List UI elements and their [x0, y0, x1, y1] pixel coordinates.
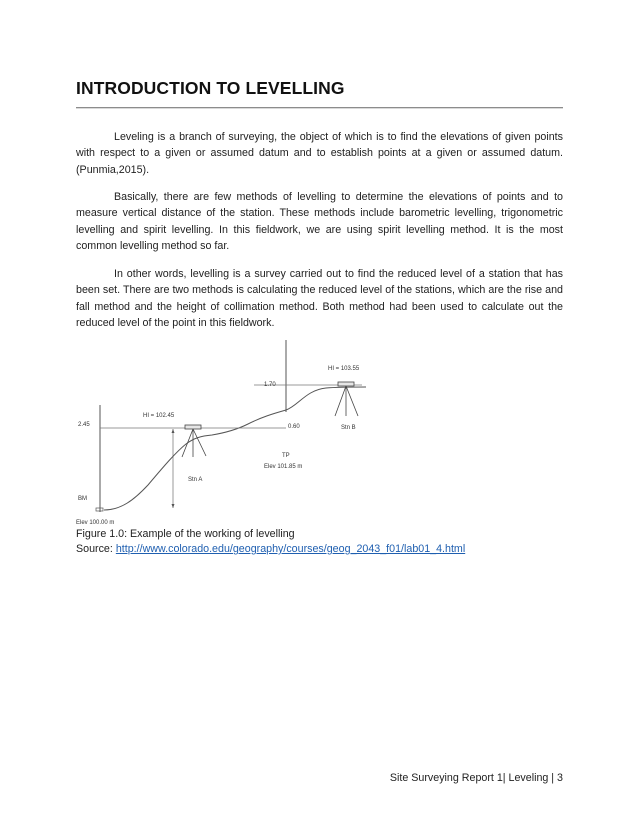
figure-caption-block — [76, 527, 465, 557]
source-link[interactable]: http://www.colorado.edu/geography/courses/geog_2043_f01/lab01_4.html — [115, 543, 466, 555]
instrument-a-level — [185, 425, 201, 429]
paragraph-methods: Basically, there are few methods of levelling to determine the elevations of points and to measure vertical distance of the station. These methods include barometric levelling, trigonometric levelling and spirit levelling. In this fieldwork, we are using spirit levelling method. It is the most common levelling method so far. — [76, 191, 563, 252]
instrument-b-level — [338, 382, 354, 386]
paragraph-definition: Leveling is a branch of surveying, the object of which is to find the elevations of given points with respect to a given or assumed datum and to establish points at a given or assumed datum. (Punmia,2015). — [76, 131, 563, 176]
levelling-figure — [76, 340, 396, 530]
source-label: Source: — [76, 543, 113, 555]
ground-profile — [104, 387, 366, 510]
label-tp-foresight: 0.60 — [288, 424, 300, 430]
label-tp: TP — [282, 453, 290, 459]
page-title: INTRODUCTION TO LEVELLING — [76, 78, 345, 98]
paragraph-reduced-level: In other words, levelling is a survey carried out to find the reduced level of a station that has been set. There are two methods is calculating the reduced level of the stations, which are the rise and fall method and the height of collimation method. Both method had been used to calculate out the reduced level of the point in this fieldwork. — [76, 268, 563, 329]
label-stn-a: Stn A — [188, 477, 203, 483]
figure-caption: Figure 1.0: Example of the working of levelling — [76, 528, 295, 540]
label-bm: BM — [78, 496, 87, 502]
page-footer: Site Surveying Report 1| Leveling | 3 — [389, 772, 563, 784]
label-hi-a: HI = 102.45 — [143, 413, 175, 419]
title-divider — [76, 107, 563, 109]
label-bm-elev: Elev 100.00 m — [76, 520, 115, 526]
levelling-diagram — [76, 340, 396, 530]
label-stn-b: Stn B — [341, 425, 356, 431]
label-tp-backsight: 1.70 — [264, 382, 276, 388]
label-bm-reading: 2.45 — [78, 422, 90, 428]
label-hi-b: HI = 103.55 — [328, 366, 360, 372]
label-tp-elev: Elev 101.85 m — [264, 464, 303, 470]
